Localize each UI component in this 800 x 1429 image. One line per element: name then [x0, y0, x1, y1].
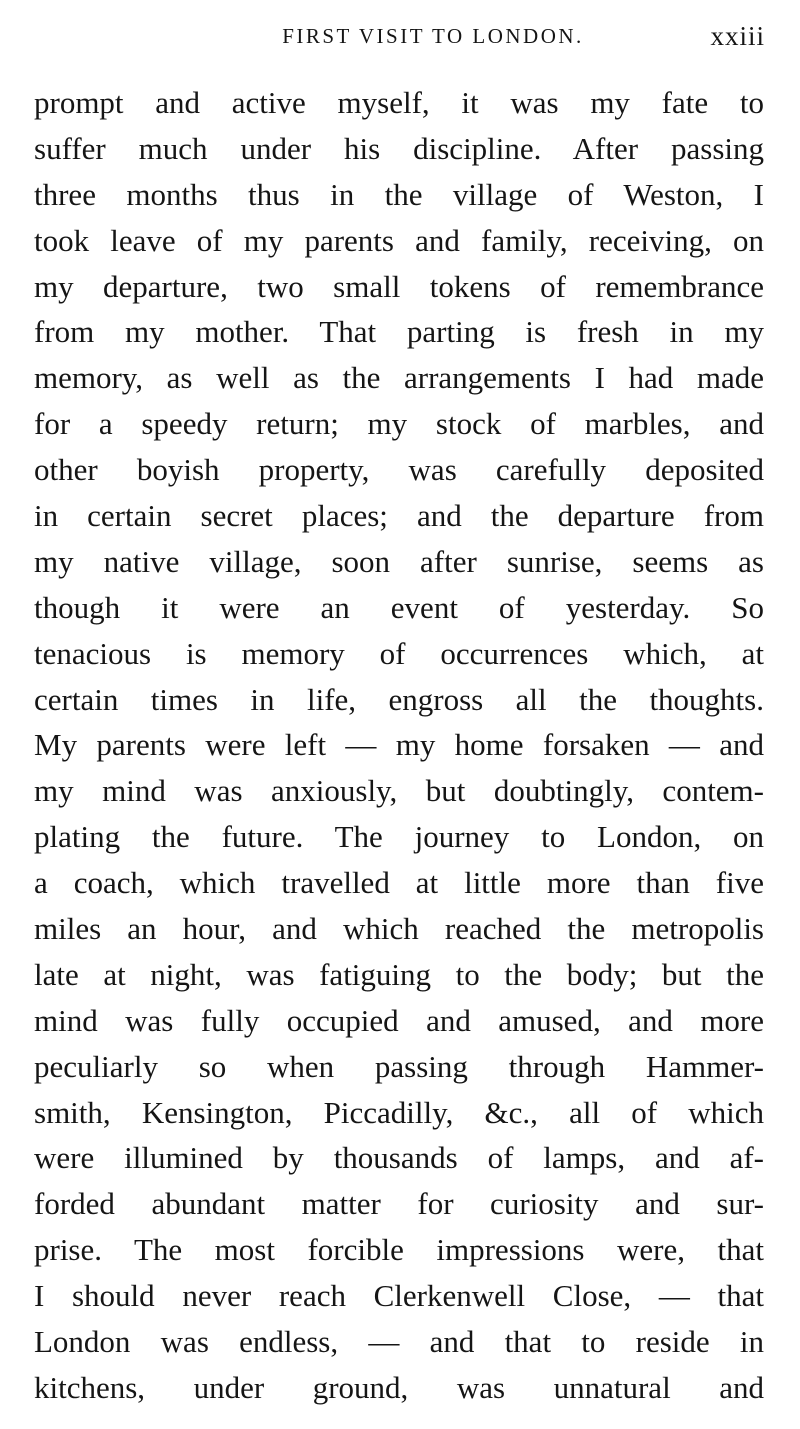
running-header — [33, 16, 765, 56]
text-line: for a speedy return; my stock of marbles, and — [34, 406, 764, 442]
running-title: FIRST VISIT TO LONDON. — [282, 24, 584, 48]
text-line: miles an hour, and which reached the metropolis — [34, 911, 764, 947]
text-line: a coach, which travelled at little more than five — [34, 865, 764, 901]
text-line: I should never reach Clerkenwell Close, — that — [34, 1278, 764, 1314]
text-line: were illumined by thousands of lamps, and af- — [34, 1140, 764, 1176]
text-line: prise. The most forcible impressions were, that — [34, 1232, 764, 1268]
body-text — [34, 80, 764, 1411]
text-line: my native village, soon after sunrise, seems as — [34, 543, 764, 579]
text-line: suffer much under his discipline. After passing — [34, 130, 764, 166]
text-line: My parents were left — my home forsaken — and — [34, 727, 764, 763]
text-line: from my mother. That parting is fresh in my — [34, 314, 764, 350]
text-line: late at night, was fatiguing to the body; but the — [34, 956, 764, 992]
text-line: kitchens, under ground, was unnatural and — [34, 1369, 764, 1405]
page-number: xxiii — [710, 21, 765, 51]
text-line: tenacious is memory of occurrences which, at — [34, 635, 764, 671]
text-line: my departure, two small tokens of remembrance — [34, 268, 764, 304]
text-line: mind was fully occupied and amused, and more — [34, 1002, 764, 1038]
text-line: other boyish property, was carefully deposited — [34, 452, 764, 488]
text-line: smith, Kensington, Piccadilly, &c., all of which — [34, 1094, 764, 1130]
text-line: plating the future. The journey to London, on — [34, 819, 764, 855]
text-line: certain times in life, engross all the thoughts. — [34, 681, 764, 717]
text-line: three months thus in the village of Weston, I — [34, 176, 764, 212]
text-line: prompt and active myself, it was my fate to — [34, 85, 764, 120]
text-line: though it were an event of yesterday. So — [34, 589, 764, 625]
text-line: my mind was anxiously, but doubtingly, contem- — [34, 773, 764, 809]
text-line: peculiarly so when passing through Hammer- — [34, 1048, 764, 1084]
text-line: memory, as well as the arrangements I had made — [34, 360, 764, 396]
text-line: took leave of my parents and family, receiving, on — [34, 222, 764, 258]
text-line: in certain secret places; and the departure from — [34, 498, 764, 534]
text-line: London was endless, — and that to reside in — [34, 1324, 764, 1360]
text-line: forded abundant matter for curiosity and sur- — [34, 1186, 764, 1222]
